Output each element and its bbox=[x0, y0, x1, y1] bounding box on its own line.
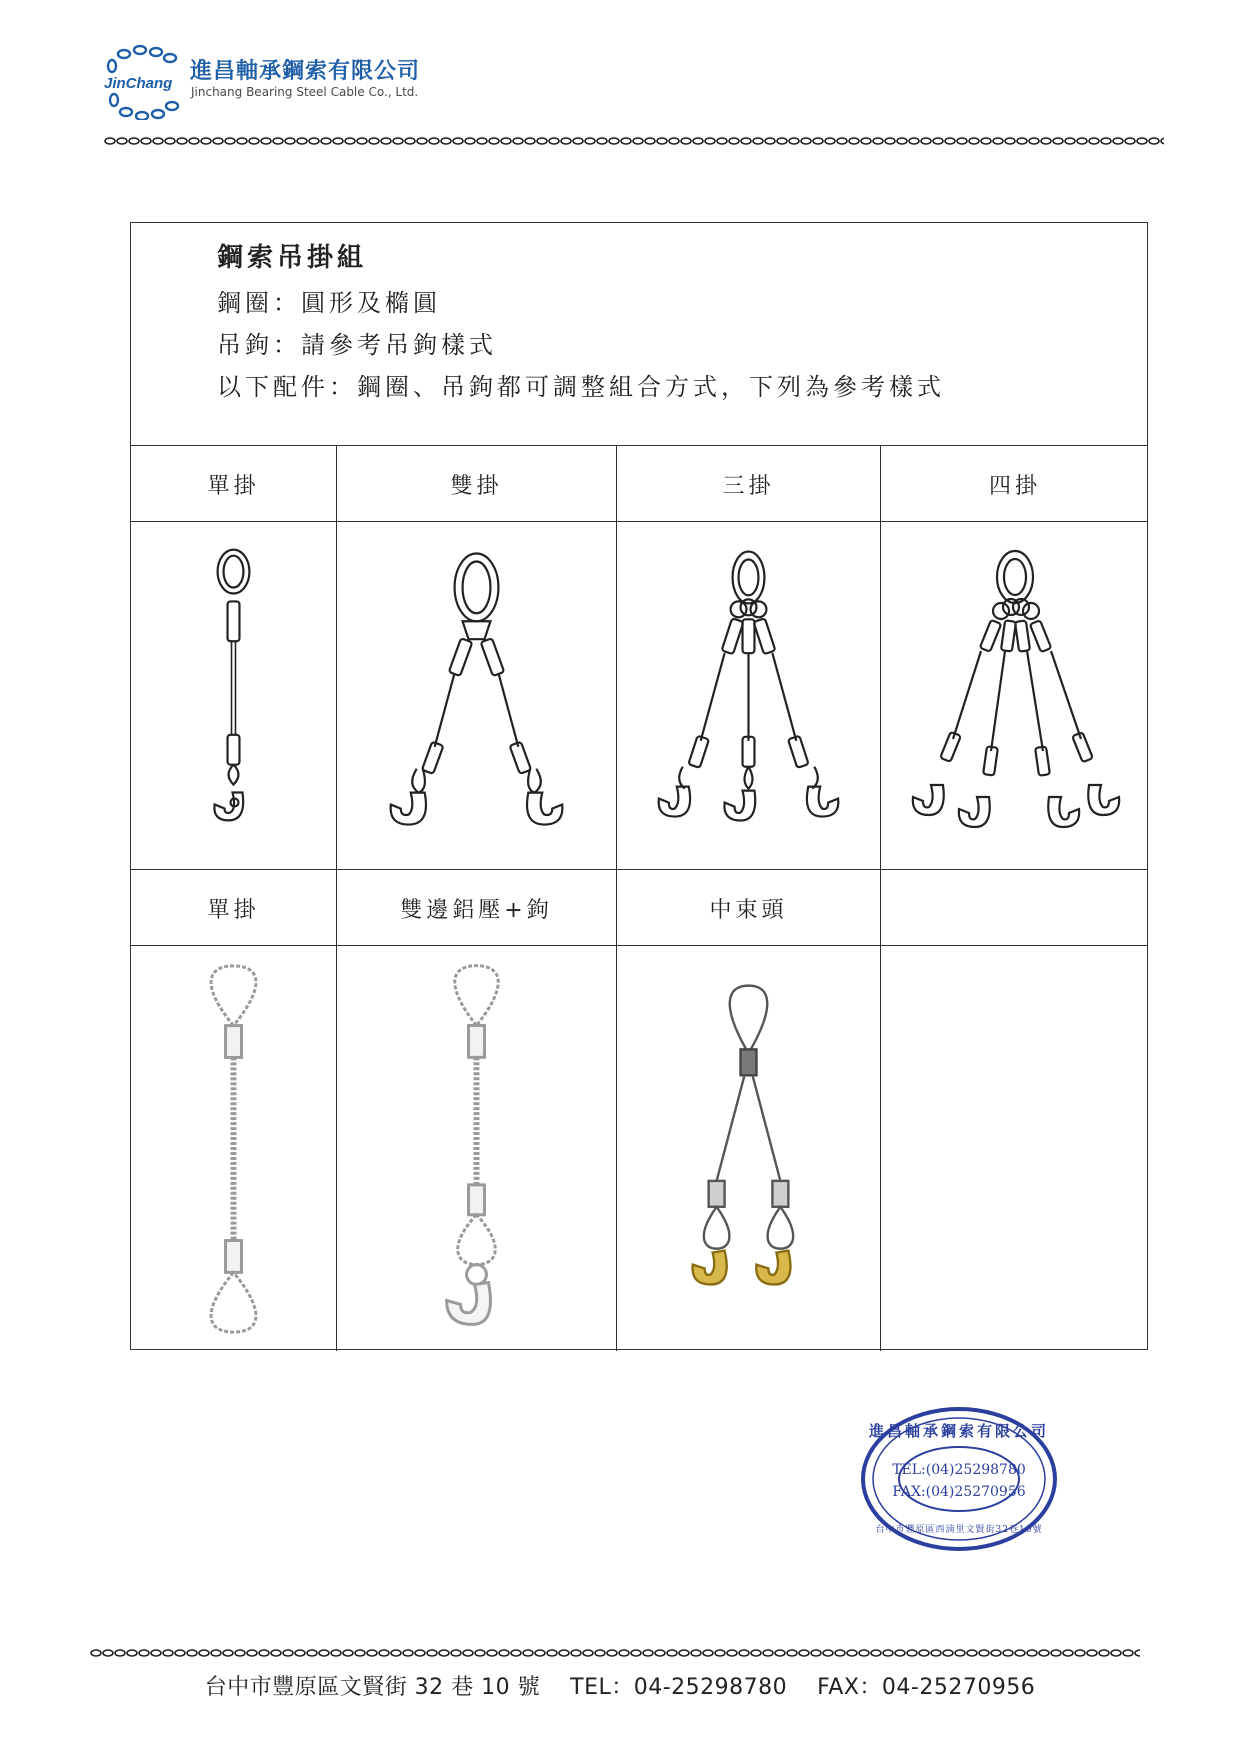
center-bundle-sling-photo bbox=[617, 945, 880, 1351]
picture-row-1 bbox=[131, 521, 1147, 870]
aluminum-press-hook-sling-photo bbox=[337, 945, 616, 1351]
single-eye-sling-photo bbox=[131, 945, 336, 1351]
sheet-title: 鋼索吊掛組 bbox=[217, 243, 368, 273]
picture-row-2 bbox=[131, 945, 1147, 1351]
product-sheet bbox=[130, 222, 1148, 1350]
header-center-bundle: 中束頭 bbox=[709, 898, 788, 923]
two-leg-sling-illustration bbox=[337, 521, 616, 869]
stamp-address: 台中市豐原區西湳里文賢街32巷10號 bbox=[875, 1525, 1043, 1535]
header-row-2 bbox=[131, 869, 1147, 946]
header-single-eye: 單掛 bbox=[207, 898, 260, 923]
company-name-en: Jinchang Bearing Steel Cable Co., Ltd. bbox=[191, 85, 419, 99]
stamp-fax: FAX:(04)25270956 bbox=[892, 1484, 1026, 1500]
intro-section bbox=[131, 223, 1147, 446]
stamp-company-name: 進昌軸承鋼索有限公司 bbox=[868, 1422, 1050, 1440]
ring-description: 鋼圈：圓形及橢圓 bbox=[217, 289, 441, 317]
footer-contact: 台中市豐原區文賢街 32 巷 10 號 TEL：04-25298780 FAX：04-25270956 bbox=[204, 1675, 1036, 1700]
logo-wordmark: JinChang bbox=[104, 75, 173, 92]
company-seal-stamp bbox=[858, 1404, 1060, 1554]
four-leg-sling-illustration bbox=[881, 521, 1149, 869]
chain-divider-top bbox=[104, 136, 1164, 146]
accessory-note: 以下配件：鋼圈、吊鉤都可調整組合方式，下列為參考樣式 bbox=[217, 373, 945, 401]
empty-picture-cell bbox=[881, 945, 1149, 1351]
chain-logo-icon bbox=[104, 44, 188, 120]
company-name-cn: 進昌軸承鋼索有限公司 bbox=[190, 59, 421, 84]
header-row-1 bbox=[131, 445, 1147, 522]
header-two-leg: 雙掛 bbox=[450, 474, 503, 499]
single-leg-sling-illustration bbox=[131, 521, 336, 869]
header-four-leg: 四掛 bbox=[988, 474, 1041, 499]
three-leg-sling-illustration bbox=[617, 521, 880, 869]
header-single-leg: 單掛 bbox=[207, 474, 260, 499]
stamp-tel: TEL:(04)25298780 bbox=[892, 1462, 1026, 1478]
company-logo bbox=[104, 44, 434, 124]
hook-description: 吊鉤：請參考吊鉤樣式 bbox=[217, 331, 497, 359]
header-aluminum-press-hook: 雙邊鋁壓+鉤 bbox=[400, 898, 553, 923]
chain-divider-bottom bbox=[90, 1648, 1140, 1658]
header-three-leg: 三掛 bbox=[722, 474, 775, 499]
